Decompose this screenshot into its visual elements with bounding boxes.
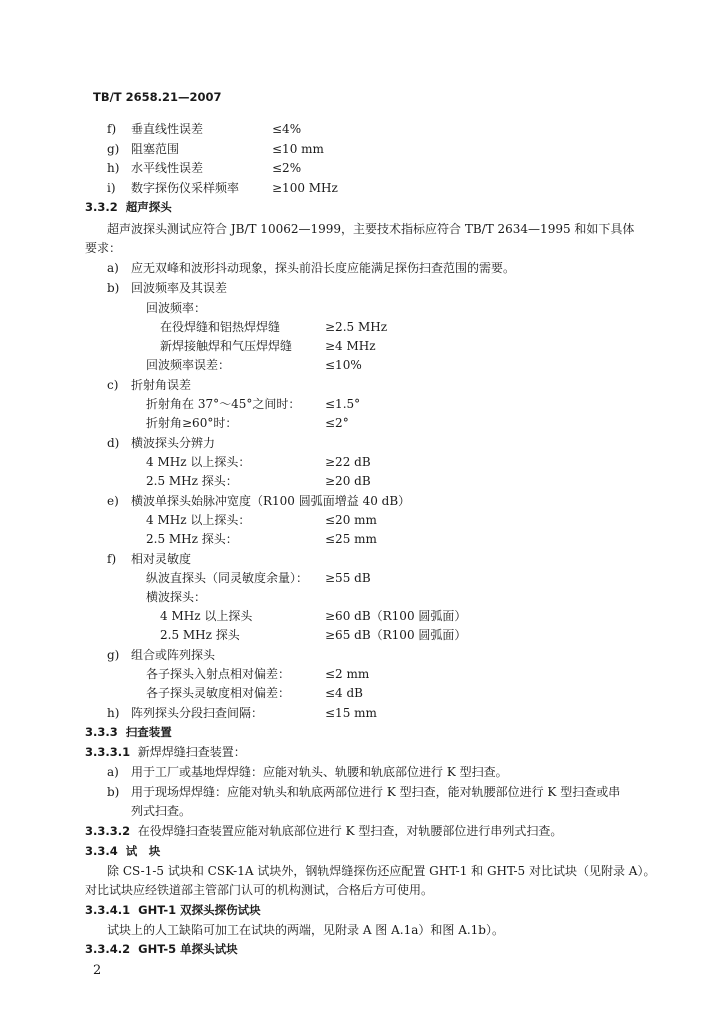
list-item-marker: g): [107, 648, 120, 662]
sub-item-text: 各子探头灵敏度相对偏差：: [146, 686, 291, 700]
sub-item-value: ≥55 dB: [325, 571, 371, 585]
sub-item-text: 各子探头入射点相对偏差：: [146, 667, 291, 681]
sub-item-value: ≥4 MHz: [325, 339, 376, 353]
sub-item-text: 2.5 MHz 探头: [160, 628, 240, 642]
list-item-marker: h): [107, 706, 120, 720]
section-number: 3.3.4.2: [85, 942, 131, 956]
list-item-marker: b): [107, 281, 120, 295]
list-item-marker: g): [107, 142, 120, 156]
sub-item-text: 新焊接触焊和气压焊焊缝: [160, 339, 293, 353]
section-number: 3.3.4.1: [85, 903, 131, 917]
list-item-marker: c): [107, 378, 119, 392]
sub-item-value: ≥65 dB（R100 圆弧面）: [325, 628, 467, 642]
list-item-text: 列式扫查。: [131, 804, 192, 818]
section-title: 超声探头: [125, 200, 172, 214]
section-heading-3-3-2: [85, 199, 172, 215]
section-title: GHT-5 单探头试块: [138, 942, 238, 956]
section-heading-3-3-3-2: [85, 823, 562, 839]
list-item-text: 组合或阵列探头: [131, 648, 216, 662]
list-item-value: ≤10 mm: [272, 142, 324, 156]
sub-item-text: 折射角≥60°时：: [146, 416, 238, 430]
sub-item-text: 4 MHz 以上探头：: [146, 455, 251, 469]
sub-item-text: 4 MHz 以上探头: [160, 609, 253, 623]
paragraph-line: 要求：: [85, 241, 122, 255]
list-item-marker: d): [107, 436, 120, 450]
paragraph-line: 试块上的人工缺陷可加工在试块的两端，见附录 A 图 A.1a）和图 A.1b）。: [107, 923, 504, 937]
document-header: TB/T 2658.21—2007: [93, 90, 222, 104]
list-item-text: 数字探伤仪采样频率: [131, 181, 240, 195]
sub-item-value: ≤25 mm: [325, 532, 377, 546]
section-title: 新焊焊缝扫查装置：: [137, 745, 246, 759]
sub-item-text: 在役焊缝和铝热焊焊缝: [160, 320, 281, 334]
sub-item-text: 折射角在 37°～45°之间时：: [146, 397, 301, 411]
list-item-text: 垂直线性误差: [131, 122, 204, 136]
list-item-marker: b): [107, 785, 120, 799]
list-item-text: 水平线性误差: [131, 161, 204, 175]
sub-item-value: ≤10%: [325, 358, 362, 372]
sub-item-value: ≥20 dB: [325, 474, 371, 488]
sub-item-text: 纵波直探头（同灵敏度余量）：: [146, 571, 309, 585]
sub-item-text: 2.5 MHz 探头：: [146, 474, 238, 488]
list-item-marker: a): [107, 765, 119, 779]
list-item-marker: h): [107, 161, 120, 175]
sub-item-text: 2.5 MHz 探头：: [146, 532, 238, 546]
sub-item-value: ≤20 mm: [325, 513, 377, 527]
list-item-value: ≤15 mm: [325, 706, 377, 720]
sub-item-value: ≥2.5 MHz: [325, 320, 388, 334]
paragraph-line: 对比试块应经铁道部主管部门认可的机构测试，合格后方可使用。: [85, 883, 434, 897]
section-title: 试 块: [125, 844, 161, 858]
list-item-text: 应无双峰和波形抖动现象，探头前沿长度应能满足探伤扫查范围的需要。: [131, 261, 516, 275]
list-item-text: 横波探头分辨力: [131, 436, 216, 450]
list-item-value: ≤2%: [272, 161, 302, 175]
list-item-marker: f): [107, 122, 117, 136]
list-item-value: ≥100 MHz: [272, 181, 338, 195]
section-title: 扫查装置: [125, 725, 172, 739]
list-item-marker: f): [107, 552, 117, 566]
section-number: 3.3.3.2: [85, 824, 131, 838]
section-heading-3-3-4-1: [85, 902, 261, 918]
list-item-text: 阻塞范围: [131, 142, 180, 156]
list-item-text: 阵列探头分段扫查间隔：: [131, 706, 264, 720]
sub-item-value: ≥60 dB（R100 圆弧面）: [325, 609, 467, 623]
list-item-marker: i): [107, 181, 116, 195]
sub-item-value: ≤2 mm: [325, 667, 370, 681]
section-heading-3-3-4: [85, 843, 160, 859]
section-heading-3-3-3: [85, 724, 172, 740]
section-number: 3.3.3: [85, 725, 118, 739]
sub-item-text: 4 MHz 以上探头：: [146, 513, 251, 527]
section-title: GHT-1 双探头探伤试块: [138, 903, 261, 917]
section-title: 在役焊缝扫查装置应能对轨底部位进行 K 型扫查，对轨腰部位进行串列式扫查。: [137, 824, 563, 838]
section-number: 3.3.3.1: [85, 745, 131, 759]
paragraph-line: 超声波探头测试应符合 JB/T 10062—1999，主要技术指标应符合 TB/T 2634—1995 和如下具体: [107, 222, 635, 236]
page-number: 2: [93, 963, 102, 978]
section-heading-3-3-4-2: [85, 941, 238, 957]
list-item-text: 回波频率及其误差: [131, 281, 228, 295]
section-number: 3.3.4: [85, 844, 118, 858]
list-item-marker: a): [107, 261, 119, 275]
list-item-marker: e): [107, 494, 119, 508]
sub-item-text: 横波探头：: [146, 590, 207, 604]
sub-item-value: ≤2°: [325, 416, 349, 430]
paragraph-line: 除 CS-1-5 试块和 CSK-1A 试块外，钢轨焊缝探伤还应配置 GHT-1 和 GHT-5 对比试块（见附录 A）。: [107, 864, 656, 878]
section-number: 3.3.2: [85, 200, 118, 214]
list-item-text: 用于工厂或基地焊焊缝：应能对轨头、轨腰和轨底部位进行 K 型扫查。: [131, 765, 508, 779]
sub-item-value: ≥22 dB: [325, 455, 371, 469]
section-heading-3-3-3-1: [85, 744, 246, 760]
list-item-text: 用于现场焊焊缝：应能对轨头和轨底两部位进行 K 型扫查，能对轨腰部位进行 K 型扫查或串: [131, 785, 621, 799]
list-item-text: 折射角误差: [131, 378, 192, 392]
sub-item-text: 回波频率：: [146, 301, 207, 315]
list-item-value: ≤4%: [272, 122, 302, 136]
sub-item-value: ≤1.5°: [325, 397, 361, 411]
sub-item-value: ≤4 dB: [325, 686, 364, 700]
sub-item-text: 回波频率误差：: [146, 358, 231, 372]
list-item-text: 横波单探头始脉冲宽度（R100 圆弧面增益 40 dB）: [131, 494, 411, 508]
list-item-text: 相对灵敏度: [131, 552, 192, 566]
